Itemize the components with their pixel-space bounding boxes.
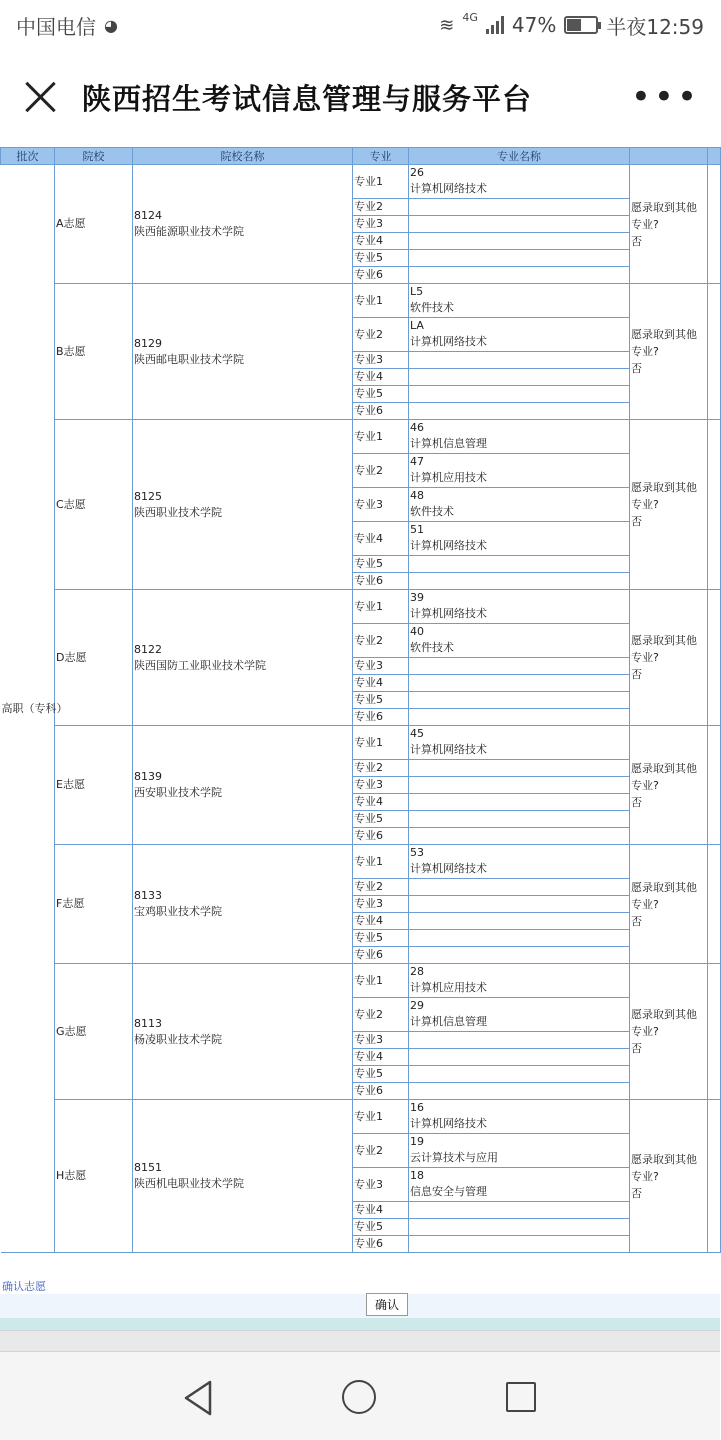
major-code: 48 [410, 489, 424, 502]
extra-cell [708, 726, 721, 845]
major-slot: 专业5 [353, 811, 409, 828]
other-major-question: 愿录取到其他专业? [631, 1152, 697, 1183]
header-major: 专业 [353, 148, 409, 165]
table-row [1, 964, 721, 998]
school-name: 陕西机电职业技术学院 [134, 1177, 244, 1190]
school-code: 8129 [134, 336, 162, 350]
table-row [1, 726, 721, 760]
major-slot: 专业1 [353, 420, 409, 454]
major-slot: 专业1 [353, 726, 409, 760]
extra-cell [708, 845, 721, 964]
volunteer-label: D志愿 [55, 590, 133, 726]
major-name-cell [409, 488, 630, 522]
major-slot: 专业2 [353, 318, 409, 352]
other-major-question: 愿录取到其他专业? [631, 880, 697, 911]
major-name-cell [409, 879, 630, 896]
major-name: 计算机网络技术 [410, 862, 487, 875]
major-name: 计算机应用技术 [410, 471, 487, 484]
volunteer-label: H志愿 [55, 1100, 133, 1253]
major-name: 计算机网络技术 [410, 607, 487, 620]
major-name-cell [409, 1202, 630, 1219]
volunteer-label: C志愿 [55, 420, 133, 590]
major-code: L5 [410, 285, 424, 298]
major-slot: 专业3 [353, 216, 409, 233]
school-name: 陕西能源职业技术学院 [134, 225, 244, 238]
major-name-cell [409, 352, 630, 369]
battery-icon [564, 16, 598, 34]
major-slot: 专业1 [353, 590, 409, 624]
other-major-answer: 否 [631, 1042, 642, 1055]
major-slot: 专业4 [353, 794, 409, 811]
major-slot: 专业1 [353, 845, 409, 879]
other-major-question: 愿录取到其他专业? [631, 200, 697, 231]
major-code: 28 [410, 965, 424, 978]
major-name-cell [409, 675, 630, 692]
battery-percent: 47% [511, 13, 557, 37]
status-bar [0, 0, 720, 50]
major-slot: 专业3 [353, 1032, 409, 1049]
table-row [1, 420, 721, 454]
major-slot: 专业5 [353, 930, 409, 947]
major-name-cell [409, 403, 630, 420]
other-major-answer: 否 [631, 515, 642, 528]
major-name-cell [409, 318, 630, 352]
header-school-name: 院校名称 [133, 148, 353, 165]
extra-cell [708, 420, 721, 590]
footer-strip [0, 1318, 720, 1330]
major-slot: 专业5 [353, 250, 409, 267]
major-name-cell [409, 233, 630, 250]
other-major-answer: 否 [631, 795, 642, 809]
other-major-question: 愿录取到其他专业? [631, 634, 697, 664]
school-cell [133, 845, 353, 964]
major-name-cell [409, 1083, 630, 1100]
major-slot: 专业1 [353, 165, 409, 199]
major-name-cell [409, 1236, 630, 1253]
major-slot: 专业4 [353, 522, 409, 556]
school-cell [133, 1100, 353, 1253]
major-name-cell [409, 1100, 630, 1134]
confirm-volunteer-link[interactable]: 确认志愿 [2, 1280, 46, 1293]
major-name-cell [409, 845, 630, 879]
home-nav-icon[interactable] [340, 1378, 380, 1418]
major-name-cell [409, 709, 630, 726]
major-slot: 专业4 [353, 1202, 409, 1219]
confirm-bar [0, 1294, 720, 1318]
other-major-question: 愿录取到其他专业? [631, 481, 697, 511]
school-cell [133, 964, 353, 1100]
major-slot: 专业6 [353, 1083, 409, 1100]
major-code: 18 [410, 1169, 424, 1182]
major-slot: 专业5 [353, 556, 409, 573]
header-volunteer: 院校 [55, 148, 133, 165]
major-slot: 专业3 [353, 896, 409, 913]
major-code: 19 [410, 1135, 424, 1148]
qq-notification-icon: ◕ [104, 15, 118, 35]
major-slot: 专业6 [353, 828, 409, 845]
major-slot: 专业3 [353, 488, 409, 522]
major-slot: 专业6 [353, 573, 409, 590]
major-slot: 专业2 [353, 1134, 409, 1168]
school-code: 8151 [134, 1161, 162, 1174]
other-major-question: 愿录取到其他专业? [631, 1008, 697, 1038]
major-name-cell [409, 556, 630, 573]
major-name-cell [409, 947, 630, 964]
school-code: 8122 [134, 642, 162, 656]
other-major-cell [630, 845, 708, 964]
other-major-answer: 否 [631, 234, 642, 248]
more-menu-icon[interactable]: ••• [630, 77, 700, 117]
major-code: 53 [410, 846, 424, 859]
volunteer-table-container[interactable] [0, 147, 720, 1277]
other-major-cell [630, 1100, 708, 1253]
table-row [1, 590, 721, 624]
major-name-cell [409, 1219, 630, 1236]
table-header-row [1, 148, 721, 165]
network-type-label: 4G [462, 10, 478, 24]
table-row [1, 284, 721, 318]
major-name-cell [409, 216, 630, 233]
major-name-cell [409, 284, 630, 318]
carrier-label: 中国电信 [16, 14, 96, 39]
major-name: 计算机网络技术 [410, 539, 487, 552]
volunteer-label: E志愿 [55, 726, 133, 845]
major-name-cell [409, 573, 630, 590]
school-name: 陕西邮电职业技术学院 [134, 352, 244, 366]
scroll-divider [0, 1330, 720, 1352]
table-row [1, 1100, 721, 1134]
school-name: 陕西职业技术学院 [134, 505, 222, 519]
header-batch: 批次 [1, 148, 55, 165]
major-code: 16 [410, 1101, 424, 1114]
major-name-cell [409, 250, 630, 267]
header-extra [708, 148, 721, 165]
recent-apps-nav-icon[interactable] [500, 1378, 540, 1418]
major-name: 软件技术 [410, 641, 454, 654]
major-name-cell [409, 794, 630, 811]
other-major-cell [630, 420, 708, 590]
major-code: 39 [410, 591, 424, 604]
major-name-cell [409, 913, 630, 930]
back-nav-icon[interactable] [180, 1378, 220, 1418]
major-name: 计算机应用技术 [410, 981, 487, 994]
major-slot: 专业5 [353, 386, 409, 403]
major-slot: 专业4 [353, 369, 409, 386]
major-name-cell [409, 964, 630, 998]
major-name: 云计算技术与应用 [410, 1151, 498, 1164]
other-major-answer: 否 [631, 1186, 642, 1200]
other-major-cell [630, 726, 708, 845]
close-icon[interactable] [20, 77, 60, 117]
major-slot: 专业4 [353, 675, 409, 692]
major-slot: 专业5 [353, 1066, 409, 1083]
wifi-icon: ≋ [439, 14, 455, 36]
major-name-cell [409, 811, 630, 828]
other-major-cell [630, 165, 708, 284]
volunteer-table [0, 147, 721, 1253]
major-name-cell [409, 726, 630, 760]
major-name: 计算机网络技术 [410, 335, 487, 348]
major-code: 45 [410, 727, 424, 740]
extra-cell [708, 590, 721, 726]
other-major-cell [630, 964, 708, 1100]
major-slot: 专业6 [353, 267, 409, 284]
major-slot: 专业6 [353, 1236, 409, 1253]
school-name: 杨凌职业技术学院 [134, 1032, 222, 1046]
major-name: 计算机网络技术 [410, 182, 487, 195]
major-name: 信息安全与管理 [410, 1185, 487, 1198]
major-name-cell [409, 267, 630, 284]
major-name-cell [409, 777, 630, 794]
major-code: 40 [410, 625, 424, 638]
major-name-cell [409, 522, 630, 556]
major-name-cell [409, 1134, 630, 1168]
school-code: 8133 [134, 889, 162, 902]
major-name: 软件技术 [410, 505, 454, 518]
major-name-cell [409, 624, 630, 658]
batch-cell: 高职（专科） [1, 165, 55, 1253]
school-cell [133, 590, 353, 726]
major-name-cell [409, 165, 630, 199]
school-code: 8139 [134, 770, 162, 783]
major-code: LA [410, 319, 424, 332]
major-name-cell [409, 1066, 630, 1083]
major-code: 51 [410, 523, 424, 536]
major-slot: 专业1 [353, 964, 409, 998]
volunteer-label: B志愿 [55, 284, 133, 420]
major-name-cell [409, 658, 630, 675]
major-slot: 专业4 [353, 1049, 409, 1066]
major-name: 软件技术 [410, 301, 454, 314]
major-slot: 专业1 [353, 1100, 409, 1134]
major-name-cell [409, 590, 630, 624]
other-major-answer: 否 [631, 668, 642, 681]
school-code: 8124 [134, 209, 162, 222]
major-name-cell [409, 386, 630, 403]
major-name-cell [409, 420, 630, 454]
major-slot: 专业3 [353, 1168, 409, 1202]
major-slot: 专业3 [353, 658, 409, 675]
major-code: 47 [410, 455, 424, 468]
major-slot: 专业6 [353, 709, 409, 726]
major-slot: 专业2 [353, 879, 409, 896]
major-name-cell [409, 1032, 630, 1049]
other-major-question: 愿录取到其他专业? [631, 761, 697, 792]
major-slot: 专业6 [353, 403, 409, 420]
table-row [1, 845, 721, 879]
major-name-cell [409, 454, 630, 488]
title-bar [0, 50, 720, 144]
school-name: 陕西国防工业职业技术学院 [134, 658, 266, 672]
major-slot: 专业5 [353, 1219, 409, 1236]
header-major-name: 专业名称 [409, 148, 630, 165]
major-slot: 专业3 [353, 352, 409, 369]
major-slot: 专业2 [353, 760, 409, 777]
other-major-cell [630, 284, 708, 420]
school-code: 8125 [134, 489, 162, 503]
major-slot: 专业4 [353, 913, 409, 930]
major-slot: 专业4 [353, 233, 409, 250]
major-name: 计算机信息管理 [410, 1015, 487, 1028]
major-name-cell [409, 998, 630, 1032]
major-slot: 专业2 [353, 199, 409, 216]
android-nav-bar [0, 1352, 720, 1440]
major-slot: 专业3 [353, 777, 409, 794]
extra-cell [708, 964, 721, 1100]
major-name-cell [409, 1168, 630, 1202]
major-slot: 专业2 [353, 998, 409, 1032]
major-name-cell [409, 692, 630, 709]
table-row [1, 165, 721, 199]
major-name-cell [409, 1049, 630, 1066]
school-name: 宝鸡职业技术学院 [134, 905, 222, 918]
major-slot: 专业1 [353, 284, 409, 318]
clock: 半夜12:59 [606, 14, 704, 39]
confirm-button[interactable]: 确认 [366, 1293, 408, 1316]
school-cell [133, 165, 353, 284]
major-name-cell [409, 199, 630, 216]
volunteer-label: G志愿 [55, 964, 133, 1100]
other-major-answer: 否 [631, 914, 642, 928]
major-code: 46 [410, 421, 424, 434]
other-major-cell [630, 590, 708, 726]
major-name: 计算机网络技术 [410, 743, 487, 756]
volunteer-label: F志愿 [55, 845, 133, 964]
signal-icon [486, 16, 504, 34]
other-major-question: 愿录取到其他专业? [631, 328, 697, 358]
major-name-cell [409, 896, 630, 913]
volunteer-label: A志愿 [55, 165, 133, 284]
major-slot: 专业5 [353, 692, 409, 709]
major-code: 29 [410, 999, 424, 1012]
page-title: 陕西招生考试信息管理与服务平台 [82, 81, 533, 116]
header-other [630, 148, 708, 165]
major-name: 计算机信息管理 [410, 437, 487, 450]
extra-cell [708, 284, 721, 420]
major-name: 计算机网络技术 [410, 1117, 487, 1130]
school-name: 西安职业技术学院 [134, 786, 222, 799]
school-code: 8113 [134, 1016, 162, 1030]
extra-cell [708, 165, 721, 284]
major-code: 26 [410, 166, 424, 179]
major-name-cell [409, 828, 630, 845]
extra-cell [708, 1100, 721, 1253]
school-cell [133, 420, 353, 590]
major-slot: 专业2 [353, 454, 409, 488]
major-name-cell [409, 930, 630, 947]
major-slot: 专业2 [353, 624, 409, 658]
school-cell [133, 284, 353, 420]
school-cell [133, 726, 353, 845]
major-name-cell [409, 760, 630, 777]
major-name-cell [409, 369, 630, 386]
major-slot: 专业6 [353, 947, 409, 964]
other-major-answer: 否 [631, 362, 642, 375]
